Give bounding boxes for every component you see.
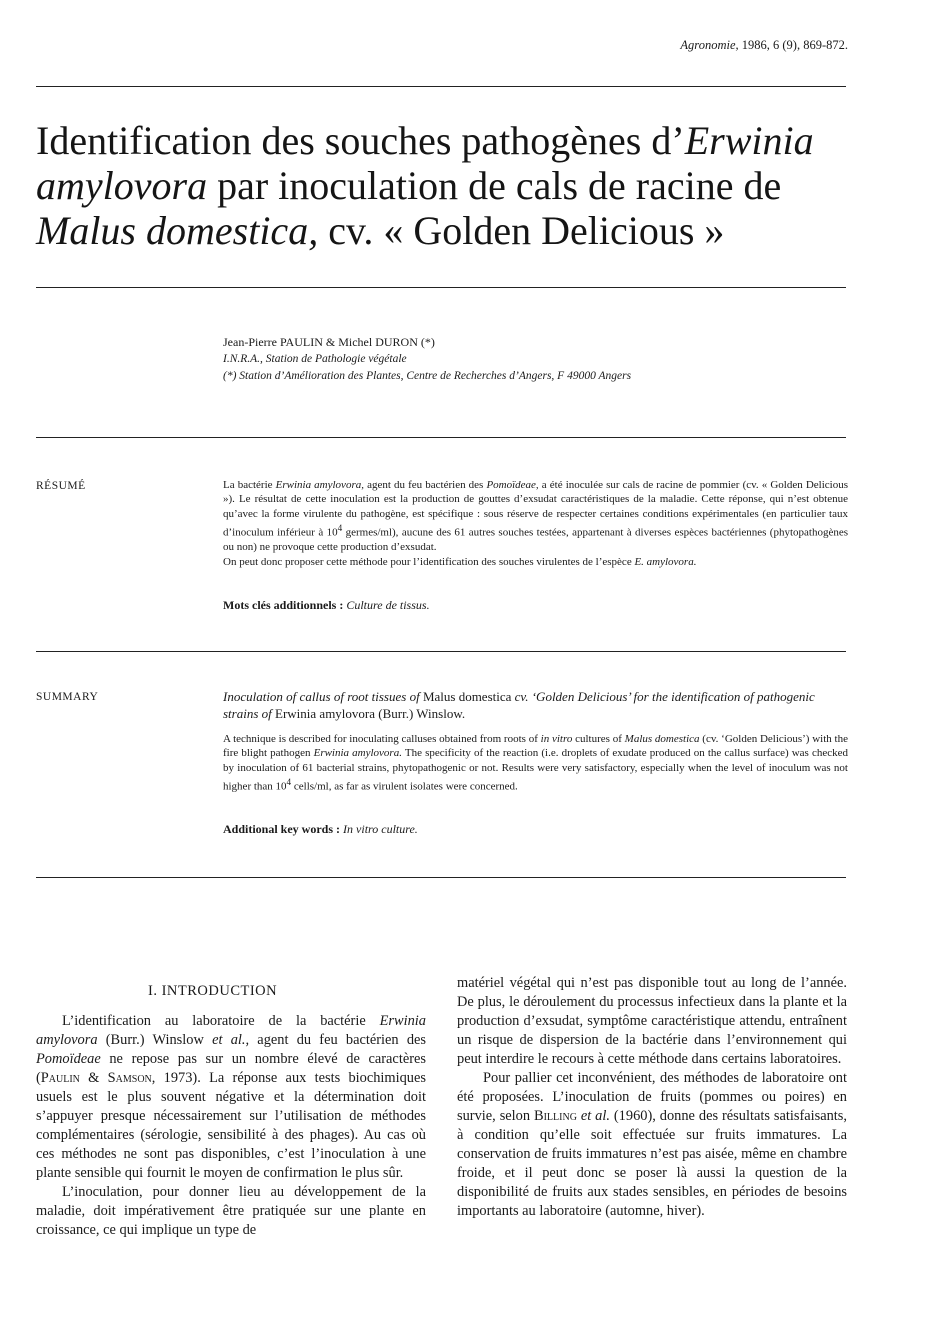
divider [36, 651, 846, 652]
keywords-label: Additional key words : [223, 822, 344, 836]
left-column [36, 1012, 426, 1240]
text: On peut donc proposer cette méthode pour l’identification des souches virulentes de l’espèce [223, 555, 635, 568]
author-block [223, 334, 631, 385]
keywords-value: In vitro [343, 822, 379, 836]
text: in vitro [540, 733, 573, 745]
text: cv. ‘Golden Delicious’ for the identification of pathogenic strains of [223, 689, 815, 721]
title-text: cv. « Golden Delicious » [318, 208, 725, 253]
text: Pomoïdeae [36, 1051, 101, 1067]
divider [36, 86, 846, 87]
text: cultures of [572, 733, 625, 745]
text: Pour pallier cet inconvénient, des méthodes de laboratoire ont été proposées. L’inoculation de fruits (pommes ou poires) en survie, selon [457, 1070, 847, 1124]
title-text: Identification des souches pathogènes d’ [36, 118, 685, 163]
keywords-value: culture. [378, 822, 418, 836]
divider [36, 437, 846, 438]
affiliation-1: I.N.R.A., Station de Pathologie végétale [223, 353, 407, 365]
text: (1960), donne des résultats satisfaisants, à condition qu’elle soit effectuée sur fruits immatures. La conservation de fruits immatures n’est pas aisée, même en chambre froide, et il peut donc se poser là aussi la question de la disponibilité de fruits aux stades sensibles, en périodes de besoins importants au laboratoire (automne, hiver). [457, 1108, 848, 1219]
text: Malus domestica [422, 689, 512, 704]
section-heading: I. INTRODUCTION [148, 983, 278, 999]
journal-name: Agronomie, [680, 38, 739, 52]
affiliation-2: (*) Station d’Amélioration des Plantes, Centre de Recherches d’Angers, F 49000 Angers [223, 370, 632, 382]
text: (Burr.) Winslow [97, 1032, 213, 1048]
text: agent du feu bactérien des [363, 479, 487, 491]
resume-keywords [223, 598, 430, 613]
text: agent du feu bactérien des [249, 1032, 427, 1048]
text: Erwinia amylovora [36, 1013, 426, 1048]
text: germes/ml), aucune des 61 autres souches testées, appartenant à diverses espèces bactériennes (phytopathogènes ou non) ne provoque cette production d’exsudat. [223, 526, 849, 554]
text: 4 [286, 777, 292, 788]
citation: Paulin & Samson [40, 1070, 152, 1086]
summary-keywords [223, 822, 418, 837]
summary-text [223, 732, 848, 794]
resume-label: RÉSUMÉ [36, 480, 86, 492]
resume-text [223, 478, 848, 569]
title-host: Malus domestica, [36, 208, 319, 253]
keywords-label: Mots clés additionnels : [223, 598, 347, 612]
author-names: Jean-Pierre PAULIN & Michel DURON (*) [223, 335, 435, 349]
paragraph: matériel végétal qui n’est pas disponible tout au long de l’année. De plus, le déroulement du processus infectieux dans la plante et la production d’exsudat, symptôme caractéristique attendu, entraînent un risque de dispersion de la bactérie dans l’environnement qui peut interdire le recours à cette méthode dans certains laboratoires. [457, 975, 847, 1067]
journal-reference [680, 38, 848, 53]
divider [36, 877, 846, 878]
text: Erwinia amylovora. [313, 747, 402, 760]
text: cells/ml, as far as virulent isolates were concerned. [291, 780, 518, 793]
text: et al. [580, 1108, 610, 1124]
text: La bactérie [223, 479, 276, 491]
text: Malus domestica [624, 733, 700, 745]
text: Erwinia amylovora, [275, 479, 364, 491]
text: 4 [337, 523, 343, 534]
text: , 1973). La réponse aux tests biochimiques usuels est le plus souvent négative et la détermination doit s’appuyer presque nécessairement sur l’utilisation de méthodes complémentaires (sérologie, sensibilité à des phages). Au cas où ces méthodes ne sont pas disponibles, c’est l’inoculation à une plante sensible qui fournit le moyen de confirmation le plus sûr. [36, 1070, 426, 1181]
text: A technique is described for inoculating calluses obtained from roots of [223, 733, 541, 745]
title-species: amylovora [36, 163, 208, 208]
paper-title [36, 118, 866, 253]
text: ne repose pas sur un nombre élevé de caractères ( [36, 1051, 426, 1086]
text: Erwinia amylovora (Burr.) Winslow. [275, 706, 466, 721]
text: et al., [212, 1032, 250, 1048]
summary-title [223, 688, 848, 722]
citation: Billing [534, 1108, 577, 1124]
summary-label: SUMMARY [36, 691, 99, 703]
paragraph [36, 1012, 426, 1183]
paragraph: L’inoculation, pour donner lieu au développement de la maladie, doit impérativement être pratiquée sur une plante en croissance, ce qui implique un type de [36, 1184, 426, 1238]
paragraph [457, 1069, 847, 1221]
text: Pomoïdeae, [486, 479, 539, 491]
text: L’identification au laboratoire de la bactérie [62, 1013, 380, 1029]
text: Inoculation of callus of root tissues of [223, 689, 423, 704]
divider [36, 287, 846, 288]
journal-volume: 1986, 6 (9), 869-872. [738, 38, 848, 52]
title-text: par inoculation de cals de racine de [207, 163, 782, 208]
right-column [457, 974, 847, 1221]
text: The specificity of the reaction (i.e. droplets of exudate produced on the callus surface) was checked by inoculation of 61 bacterial strains, phytopathogenic or not. Results were very satisfactory, especially when the level of inoculum was not higher than 10 [223, 747, 848, 793]
title-genus: Erwinia [684, 118, 814, 163]
text: a été inoculée sur cals de racine de pommier (cv. « Golden Delicious »). Le résultat de cette inoculation est la production de gouttes d’exsudat caractéristiques de la maladie. Cette réponse, qui n’est obtenue qu’avec la forme virulente du pathogène, est spécifique : sous réserve de respecter certaines conditions expérimentales (en particulier taux d’inoculum inférieur à 10 [223, 479, 849, 539]
keywords-value: Culture de tissus. [346, 598, 430, 612]
text: (cv. ‘Golden Delicious’) with the fire blight pathogen [223, 733, 848, 760]
text: E. amylovora. [634, 555, 697, 568]
